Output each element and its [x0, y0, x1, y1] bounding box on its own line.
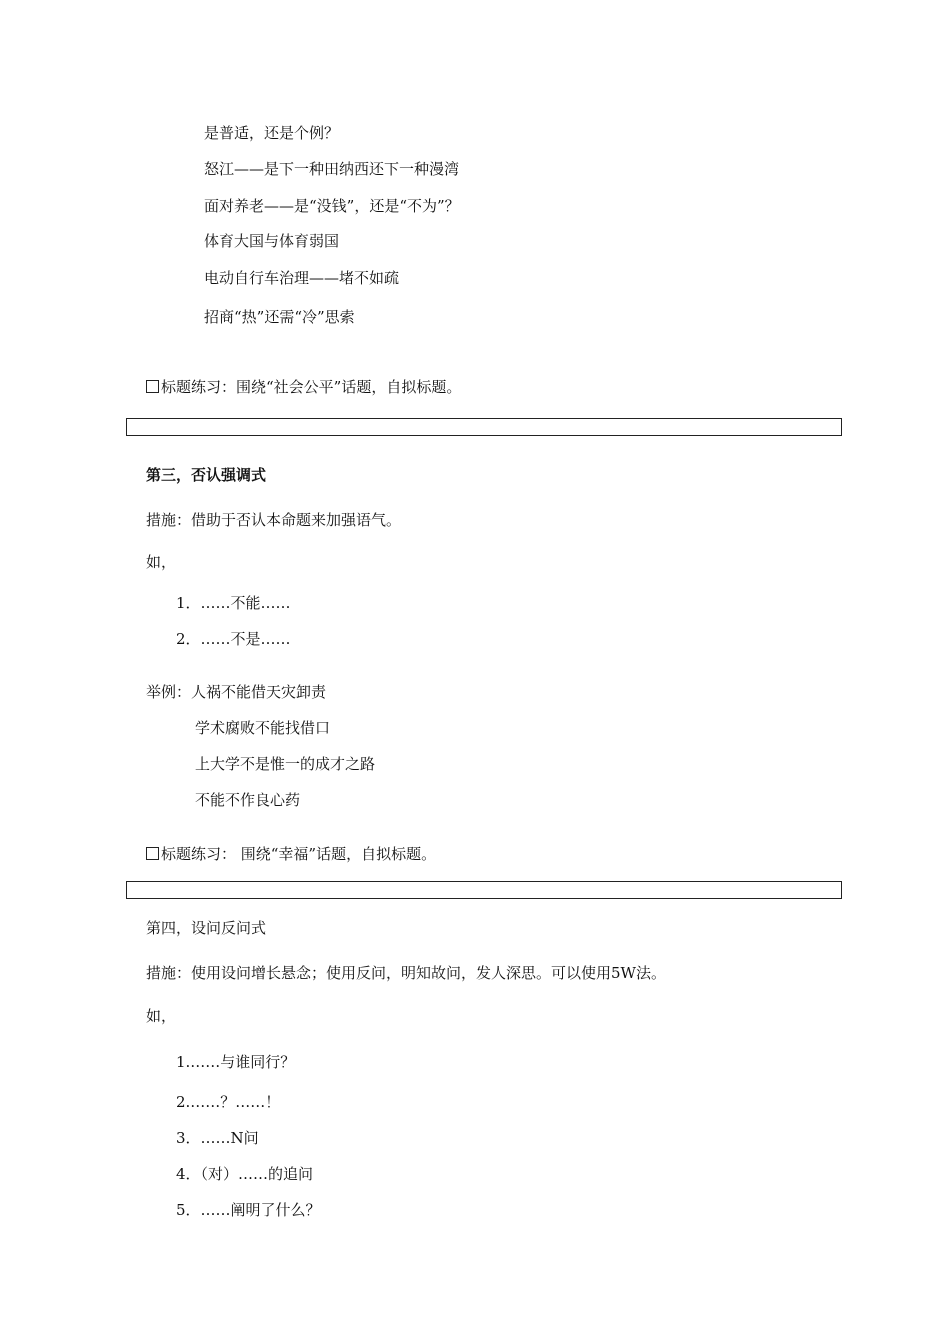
section3-measure: 措施：借助于否认本命题来加强语气。 [146, 511, 402, 529]
example-line: 体育大国与体育弱国 [204, 232, 340, 250]
practice-prompt-1: 标题练习：围绕“社会公平”话题，自拟标题。 [146, 377, 461, 397]
checkbox-square-icon [146, 380, 159, 393]
answer-box-1[interactable] [126, 418, 842, 436]
example-line: 招商“热”还需“冷”思索 [204, 308, 355, 326]
section3-example: 上大学不是惟一的成才之路 [195, 755, 376, 773]
example-line: 是普适，还是个例？ [204, 124, 340, 142]
section4-heading: 第四，设问反问式 [146, 919, 267, 937]
section3-ru: 如， [146, 553, 177, 571]
example-line: 面对养老——是“没钱”，还是“不为”？ [204, 197, 460, 215]
checkbox-square-icon [146, 847, 159, 860]
section4-measure: 措施：使用设问增长悬念；使用反问，明知故问，发人深思。可以使用5W法。 [146, 964, 666, 982]
section4-item: 1.……与谁同行？ [176, 1053, 296, 1071]
section3-example: 不能不作良心药 [195, 791, 301, 809]
example-line: 电动自行车治理——堵不如疏 [204, 269, 400, 287]
practice-prompt-2: 标题练习： 围绕“幸福”话题，自拟标题。 [146, 844, 436, 864]
example-line: 怒江——是下一种田纳西还下一种漫湾 [204, 160, 460, 178]
section4-ru: 如， [146, 1007, 177, 1025]
section3-item: 2．……不是…… [176, 630, 291, 648]
section4-item: 2.……？……！ [176, 1093, 281, 1111]
section3-item: 1．……不能…… [176, 594, 291, 612]
section4-item: 3．……N问 [176, 1129, 259, 1147]
section3-example: 学术腐败不能找借口 [195, 719, 331, 737]
section4-item: 4．（对）……的追问 [176, 1165, 314, 1183]
section4-item: 5．……阐明了什么？ [176, 1201, 321, 1219]
section3-heading: 第三，否认强调式 [146, 466, 267, 484]
section3-example-label: 举例：人祸不能借天灾卸责 [146, 683, 327, 701]
answer-box-2[interactable] [126, 881, 842, 899]
